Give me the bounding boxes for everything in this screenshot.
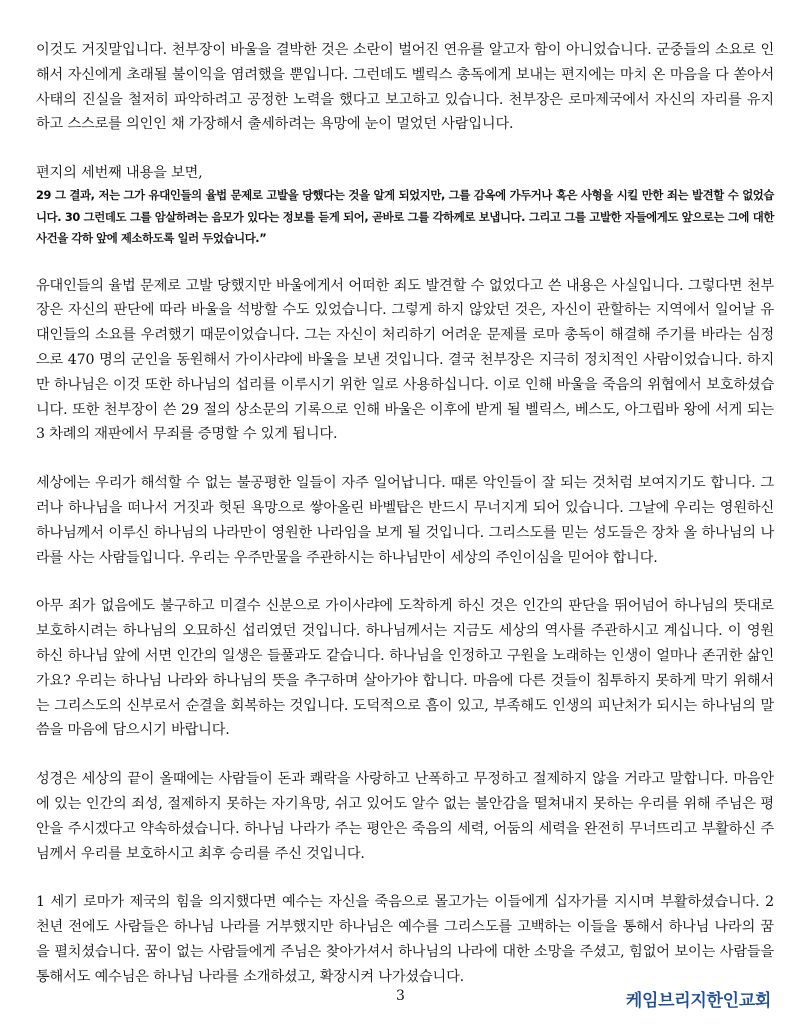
paragraph-gap <box>36 137 774 161</box>
church-name: 케임브리지한인교회 <box>625 991 771 1011</box>
page-number: 3 <box>396 988 405 1004</box>
paragraph-gap <box>36 570 774 594</box>
paragraph-4: 아무 죄가 없음에도 불구하고 미결수 신분으로 가이사랴에 도착하게 하신 것은 인간의 판단을 뛰어넘어 하나님의 뜻대로 보호하시려는 하나님의 오묘하신 섭리였던 것입니다. 하나님께서는 지금도 세상의 역사를 주관하시고 계십니다. 이 영원하신 하나님 앞에 서면 인간의 일생은 들풀과도 같습니다. 하나님을 인정하고 구원을 노래하는 인생이 얼마나 존귀한 삶인가요? 우리는 하나님 나라와 하나님의 뜻을 추구하며 살아가야 합니다. 마음에 다른 것들이 침투하지 못하게 막기 위해서는 그리스도의 신부로서 순결을 회복하는 것입니다. 도덕적으로 흠이 있고, 부족해도 인생의 피난처가 되시는 하나님의 말씀을 마음에 담으시기 바랍니다. <box>36 598 774 739</box>
paragraph-gap <box>36 447 774 471</box>
paragraph-gap <box>36 250 774 274</box>
paragraph-gap <box>36 743 774 767</box>
paragraph-2: 유대인들의 율법 문제로 고발 당했지만 바울에게서 어떠한 죄도 발견할 수 없었다고 쓴 내용은 사실입니다. 그렇다면 천부장은 자신의 판단에 따라 바울을 석방할 수도 있었습니다. 그렇게 하지 않았던 것은, 자신이 관할하는 지역에서 일어날 유대인들의 소요를 우려했기 때문이었습니다. 그는 자신이 처리하기 어려운 문제를 로마 총독이 해결해 주기를 바라는 심정으로 470 명의 군인을 동원해서 가이사랴에 바울을 보낸 것입니다. 결국 천부장은 지극히 정치적인 사람이었습니다. 하지만 하나님은 이것 또한 하나님의 섭리를 이루시기 위한 일로 사용하십니다. 이로 인해 바울을 죽음의 위협에서 보호하셨습니다. 또한 천부장이 쓴 29 절의 상소문의 기록으로 인해 바울은 이후에 받게 될 벨릭스, 베스도, 아그립바 왕에 서게 되는 3 차례의 재판에서 무죄를 증명할 수 있게 됩니다. <box>36 277 774 443</box>
letter-quote: 29 그 결과, 저는 그가 유대인들의 율법 문제로 고발을 당했다는 것을 알게 되었지만, 그를 감옥에 가두거나 혹은 사형을 시킬 만한 죄는 발견할 수 없었습니다. 30 그런데도 그를 암살하려는 음모가 있다는 정보를 듣게 되어, 곧바로 그를 각하께로 보냅니다. 그리고 그를 고발한 자들에게도 앞으로는 그에 대한 사건을 각하 앞에 제소하도록 일러 두었습니다.” <box>36 188 774 246</box>
letter-intro: 편지의 세번째 내용을 보면, <box>36 165 203 182</box>
paragraph-gap <box>36 866 774 890</box>
document-body <box>36 38 774 990</box>
paragraph-6: 1 세기 로마가 제국의 힘을 의지했다면 예수는 자신을 죽음으로 몰고가는 이들에게 십자가를 지시며 부활하셨습니다. 2 천년 전에도 사람들은 하나님 나라를 거부했지만 하나님은 예수를 그리스도를 고백하는 이들을 통해서 하나님 나라의 꿈을 펼치셨습니다. 꿈이 없는 사람들에게 주님은 찾아가셔서 하나님의 나라에 대한 소망을 주셨고, 힘없어 보이는 사람들을 통해서도 예수님은 하나님 나라를 소개하셨고, 확장시켜 나가셨습니다. <box>36 894 774 985</box>
paragraph-5: 성경은 세상의 끝이 올때에는 사람들이 돈과 쾌락을 사랑하고 난폭하고 무정하고 절제하지 않을 거라고 말합니다. 마음안에 있는 인간의 죄성, 절제하지 못하는 자기욕망, 쉬고 있어도 알수 없는 불안감을 떨쳐내지 못하는 우리를 위해 주님은 평안을 주시겠다고 약속하셨습니다. 하나님 나라가 주는 평안은 죽음의 세력, 어둠의 세력을 완전히 무너뜨리고 부활하신 주님께서 우리를 보호하시고 최후 승리를 주신 것입니다. <box>36 771 774 862</box>
paragraph-3: 세상에는 우리가 해석할 수 없는 불공평한 일들이 자주 일어납니다. 때론 악인들이 잘 되는 것처럼 보여지기도 합니다. 그러나 하나님을 떠나서 거짓과 헛된 욕망으로 쌓아올린 바벨탑은 반드시 무너지게 되어 있습니다. 그날에 우리는 영원하신 하나님께서 이루신 하나님의 나라만이 영원한 나라임을 보게 될 것입니다. 그리스도를 믿는 성도들은 장차 올 하나님의 나라를 사는 사람들입니다. 우리는 우주만물을 주관하시는 하나님만이 세상의 주인이심을 믿어야 합니다. <box>36 475 774 566</box>
paragraph-1: 이것도 거짓말입니다. 천부장이 바울을 결박한 것은 소란이 벌어진 연유를 알고자 함이 아니었습니다. 군중들의 소요로 인해서 자신에게 초래될 불이익을 염려했을 뿐입니다. 그런데도 벨릭스 총독에게 보내는 편지에는 마치 온 마음을 다 쏟아서 사태의 진실을 철저히 파악하려고 공정한 노력을 했다고 보고하고 있습니다. 천부장은 로마제국에서 자신의 자리를 유지하고 스스로를 의인인 채 가장해서 출세하려는 욕망에 눈이 멀었던 사람입니다. <box>36 42 774 133</box>
